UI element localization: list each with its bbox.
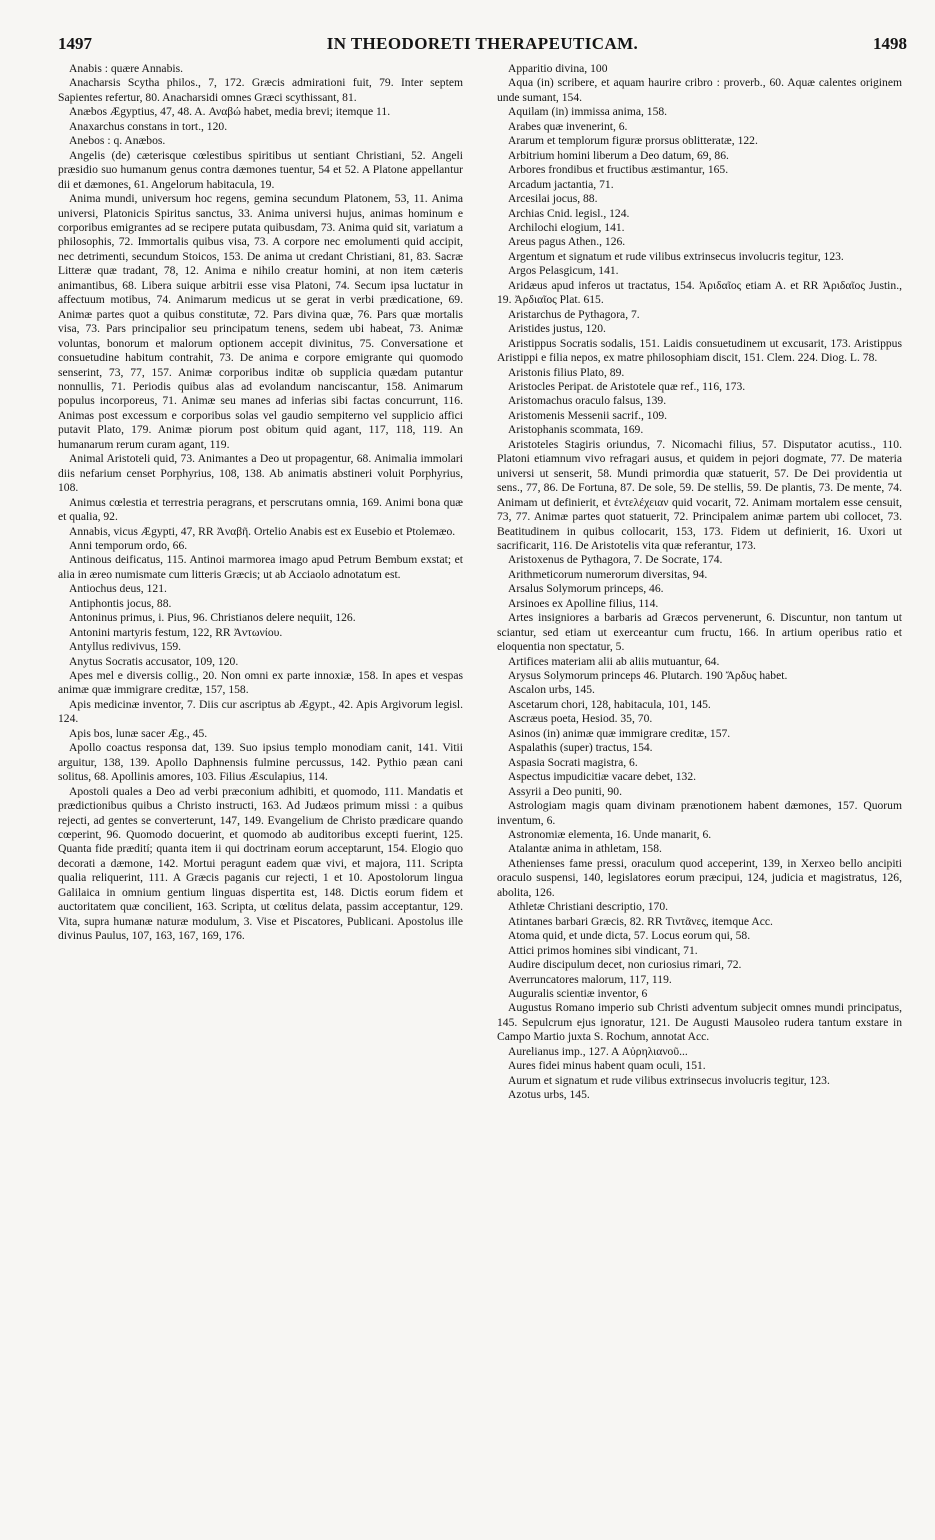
index-entry: Ascetarum chori, 128, habitacula, 101, 145. [508, 697, 711, 711]
index-entry: Arysus Solymorum princeps 46. Plutarch. 190 Ἄρδυς habet. [508, 669, 788, 683]
index-entry: Audire discipulum decet, non curiosius rimari, 72. [508, 958, 742, 972]
left-column [58, 62, 463, 944]
index-entry: Athletæ Christiani descriptio, 170. [508, 900, 669, 914]
index-entry: Aristippus Socratis sodalis, 151. Laidis consuetudinem ut excusarit, 173. Aristippus Aristippi e filia nepos, ex matre philosophiam discit, 151. Clem. 224. Diog. L. 78. [497, 336, 902, 365]
index-entry: Augustus Romano imperio sub Christi adventum subjecit omnes mundi principatus, 145. Sepulcrum ejus ignoratur, 121. De Augusti Mausoleo rudera tantum exstare in Campo Martio juxta S. Rochum, annotat Acc. [497, 1001, 902, 1044]
index-entry: Apostoli quales a Deo ad verbi præconium adhibiti, et quomodo, 111. Mandatis et prædictionibus quibus a Christo instructi, 163. Ad Judæos primum missi : a quibus rejecti, ad gentes se converterunt, 147, 149. Evangelium de Christo prædicare quando cœperint, 96. Quomodo docuerint, et quomodo ab auditoribus excepti fuerint, 125. Quanta fide prædití; quanta item ii qui doctrinam eorum acceptarunt, 154. Elogio quo decorati a dæmone, 142. Mortui peragunt eadem quæ vivi, et majora, 111. Scripta qualia reliquerint, 111. A Græcis paganis cur rejecti, 1 et 10. Apostolorum lingua Galilaica in omnium gentium linguas dispertita est, 148. Dictis eorum fidem et auctoritatem quæ concilient, 163. Scripta, ut cœlitus delata, passim acceptantur, 129. Vita, supra humanæ naturæ modulum, 3. Vise et Piscatores, Publicani. Apostolus ille divinus Paulus, 107, 163, 167, 169, 176. [58, 784, 463, 943]
index-entry: Aristophanis scommata, 169. [508, 423, 644, 437]
index-entry: Artes insigniores a barbaris ad Græcos pervenerunt, 6. Discuntur, non tantum ut sciantur, sed etiam ut exerceantur cum fructu, 166. In artium operibus ratio et eloquentia non spectatur, 5. [497, 611, 902, 654]
index-entry: Atalantæ anima in athletam, 158. [508, 842, 662, 856]
index-entry: Aspectus impudicitiæ vacare debet, 132. [508, 770, 697, 784]
index-entry: Aurum et signatum et rude vilibus extrinsecus involucris tegitur, 123. [508, 1073, 830, 1087]
index-entry: Argos Pelasgicum, 141. [508, 264, 619, 278]
running-title: IN THEODORETI THERAPEUTICAM. [326, 34, 639, 53]
index-entry: Apollo coactus responsa dat, 139. Suo ipsius templo monodiam canit, 141. Vitii arguitur, 138, 139. Apollo Daphnensis fulmine percussus, 142. Pythio pæan cani solitus, 68. Apollinis amores, 103. Filius Æsculapius, 114. [58, 741, 463, 784]
index-entry: Aristarchus de Pythagora, 7. [508, 307, 640, 321]
index-entry: Asinos (in) animæ quæ immigrare creditæ, 157. [508, 726, 731, 740]
index-entry: Areus pagus Athen., 126. [508, 235, 626, 249]
index-entry: Aristocles Peripat. de Aristotele quæ ref., 116, 173. [508, 379, 746, 393]
index-entry: Anni temporum ordo, 66. [69, 538, 188, 552]
index-entry: Apparitio divina, 100 [508, 62, 608, 75]
index-entry: Argentum et signatum et rude vilibus extrinsecus involucris tegitur, 123. [508, 249, 844, 263]
index-entry: Arsalus Solymorum princeps, 46. [508, 582, 664, 596]
index-entry: Ararum et templorum figuræ prorsus oblitteratæ, 122. [508, 134, 758, 148]
index-entry: Antiochus deus, 121. [69, 582, 167, 596]
index-entry: Azotus urbs, 145. [508, 1088, 590, 1102]
index-entry: Angelis (de) cæterisque cœlestibus spiritibus ut sentiant Christiani, 52. Angeli præsidio suo humanum genus contra dæmones tuentur, 54 et 52. A Platone appellantur dii et dæmones, 61. Angelorum habitacula, 19. [58, 148, 463, 191]
index-entry: Aspasia Socrati magistra, 6. [508, 755, 638, 769]
index-entry: Apis medicinæ inventor, 7. Diis cur ascriptus ab Ægypt., 42. Apis Argivorum legisl. 124. [58, 697, 463, 726]
index-entry: Anaxarchus constans in tort., 120. [69, 119, 228, 133]
index-entry: Annabis, vicus Ægypti, 47, RR Ἀναβῆ. Ortelio Anabis est ex Eusebio et Ptolemæo. [69, 524, 456, 538]
index-entry: Anabis : quære Annabis. [69, 62, 183, 75]
index-entry: Antonini martyris festum, 122, RR Ἀντωνίου. [69, 625, 283, 639]
index-entry: Arithmeticorum numerorum diversitas, 94. [508, 567, 708, 581]
index-entry: Animal Aristoteli quid, 73. Animantes a Deo ut propagentur, 68. Animalia immolari diis nefarium censet Porphyrius, 108, 138. Ab animatis abstineri voluit Porphyrius, 108. [58, 452, 463, 495]
index-entry: Arbitrium homini liberum a Deo datum, 69, 86. [508, 148, 729, 162]
index-entry: Anytus Socratis accusator, 109, 120. [69, 654, 239, 668]
index-entry: Auguralis scientiæ inventor, 6 [508, 987, 648, 1000]
index-entry: Aqua (in) scribere, et aquam haurire cribro : proverb., 60. Aquæ calentes originem unde sumant, 154. [497, 76, 902, 104]
index-entry: Aures fidei minus habent quam oculi, 151. [508, 1059, 706, 1073]
index-entry: Archilochi elogium, 141. [508, 220, 625, 234]
index-entry: Ascræus poeta, Hesiod. 35, 70. [508, 712, 653, 726]
index-entry: Arabes quæ invenerint, 6. [508, 119, 628, 133]
index-entry: Assyrii a Deo puniti, 90. [508, 784, 622, 798]
index-entry: Anebos : q. Anæbos. [69, 134, 166, 148]
page-header [58, 34, 907, 56]
index-entry: Aristoteles Stagiris oriundus, 7. Nicomachi filius, 57. Disputator acutiss., 110. Platoni etiamnum vivo refragari ausus, et quidem in pejori dogmate, 77. De materia universi ut senserit, 58. Mundi primordia quæ statuerit, 57. De Dei providentia ut sens., 77, 86. De Fortuna, 87. De sole, 59. De stellis, 59. De plantis, 73. De mente, 74. Animam ut definierit, et ἐντελέχειαν quid vocarit, 72. Animam mortalem esse censuit, 73, 77. Animæ partes quot statuerit, 72. Principalem animæ partem ubi collocet, 73. Beatitudinem in quibus collocarit, 153, 173. Fidem ut definierit, 16. Uxori ut sacrificarit, 116. De Aristotelis vita quæ referantur, 173. [497, 437, 902, 552]
index-entry: Anacharsis Scytha philos., 7, 172. Græcis admirationi fuit, 79. Inter septem Sapientes refertur, 80. Anacharsidi omnes Græci scythissant, 81. [58, 76, 463, 104]
index-entry: Arcesilai jocus, 88. [508, 192, 598, 206]
index-entry: Antyllus redivivus, 159. [69, 640, 182, 654]
index-entry: Astronomiæ elementa, 16. Unde manarit, 6. [508, 828, 712, 842]
index-entry: Aristides justus, 120. [508, 322, 606, 336]
index-entry: Anæbos Ægyptius, 47, 48. A. Αναβώ habet, media brevi; itemque 11. [69, 105, 391, 119]
index-entry: Aspalathis (super) tractus, 154. [508, 741, 653, 755]
index-entry: Antinous deificatus, 115. Antinoi marmorea imago apud Petrum Bembum exstat; et alia in æreo numismate cum litteris Græcis; ut ab Acciaolo adnotatum est. [58, 553, 463, 581]
index-entry: Atintanes barbari Græcis, 82. RR Τιντᾶνες, itemque Acc. [508, 914, 773, 928]
index-entry: Aurelianus imp., 127. A Αὐρηλιανοῦ... [508, 1044, 688, 1058]
index-entry: Apis bos, lunæ sacer Æg., 45. [69, 726, 208, 740]
index-entry: Attici primos homines sibi vindicant, 71. [508, 943, 698, 957]
index-entry: Archias Cnid. legisl., 124. [508, 206, 630, 220]
index-entry: Arbores frondibus et fructibus æstimantur, 165. [508, 163, 729, 177]
index-entry: Aristoxenus de Pythagora, 7. De Socrate, 174. [508, 553, 723, 567]
index-entry: Aristomenis Messenii sacrif., 109. [508, 408, 668, 422]
index-entry: Aristonis filius Plato, 89. [508, 365, 625, 379]
index-entry: Arcadum jactantia, 71. [508, 177, 614, 191]
index-entry: Antiphontis jocus, 88. [69, 596, 172, 610]
index-entry: Animus cœlestia et terrestria peragrans, et perscrutans omnia, 169. Animi bona quæ et qualia, 92. [58, 495, 463, 524]
index-entry: Arsinoes ex Apolline filius, 114. [508, 596, 659, 610]
index-entry: Aridæus apud inferos ut tractatus, 154. Ἀριδαῖος etiam A. et RR Ἀριδαῖος Justin., 19. Ἀρδιαῖος Plat. 615. [497, 278, 902, 307]
index-entry: Apes mel e diversis collig., 20. Non omni ex parte innoxiæ, 158. In apes et vespas animæ quæ immigrare creditæ, 157, 158. [58, 669, 463, 697]
index-entry: Aquilam (in) immissa anima, 158. [508, 105, 668, 119]
index-entry: Artifices materiam alii ab aliis mutuantur, 64. [508, 654, 720, 668]
index-entry: Atoma quid, et unde dicta, 57. Locus eorum qui, 58. [508, 929, 751, 943]
index-entry: Athenienses fame pressi, oraculum quod acceperint, 139, in Xerxeo bello ancipiti oraculo suspensi, 140, legislatores eorum præcipui, 124, judicia et magistratus, 126, abolita, 126. [497, 856, 902, 899]
index-entry: Astrologiam magis quam divinam prænotionem habent dæmones, 157. Quorum inventum, 6. [497, 799, 902, 827]
index-entry: Averruncatores malorum, 117, 119. [508, 972, 672, 986]
index-entry: Ascalon urbs, 145. [508, 683, 595, 697]
left-page-number: 1497 [58, 34, 92, 53]
index-entry: Antoninus primus, i. Pius, 96. Christianos delere nequiit, 126. [69, 611, 356, 625]
index-entry: Anima mundi, universum hoc regens, gemina secundum Platonem, 53, 11. Anima universi, Platonicis Spiritus sanctus, 33. Anima universi hujus, animas hominum e corporibus emigrantes ad se recipere putata quibusdam, 73. Anima quid sit, variatum a philosophis, 72. Immortalis quibus visa, 73. A corpore nec emolumenti quid accipit, nec detrimenti, secundum Stoicos, 153. De anima ut credant Christiani, 81, 83. Sacræ Litteræ quæ tradant, 78, 12. Anima e nihilo creatur homini, at non item cæteris animantibus, 68. Libera suique arbitrii esse visa Platoni, 74. Secum ipsa luctatur in affectuum motibus, 74. Animarum medicus ut se gerat in verbi prædicatione, 69. Animæ partes quot a quibus constitutæ, 72. Pars divina quæ, 76. Pars quæ mortalis visa, 73. Pars principalior seu principatum tenens, sedem ubi habeat, 73. Animæ voluntas, bonorum et malorum optionem accepit divinitus, 75. Conversatione et consuetudine habitum contrahit, 73. De anima e corpore emigrante qui quomodo senserint, 73, 77, 157. Animæ corporibus inditæ ob supplicia quædam putantur nonnullis, 71. Periodis quibus alas ad evolandum nanciscantur, 158. Animarum populus incorporeus, 71. Animæ seu manes ad inferias sibi factas concurrunt, 116. Animas post excessum e corporibus solas vel gaudio sempiterno vel supplicio affici putavit Plato, 179. Animæ piorum post obitum quid agant, 117, 118, 119. An humanarum rerum curam agant, 119. [58, 192, 463, 451]
index-entry: Aristomachus oraculo falsus, 139. [508, 394, 667, 408]
right-page-number: 1498 [873, 34, 907, 53]
right-column [497, 62, 902, 1103]
